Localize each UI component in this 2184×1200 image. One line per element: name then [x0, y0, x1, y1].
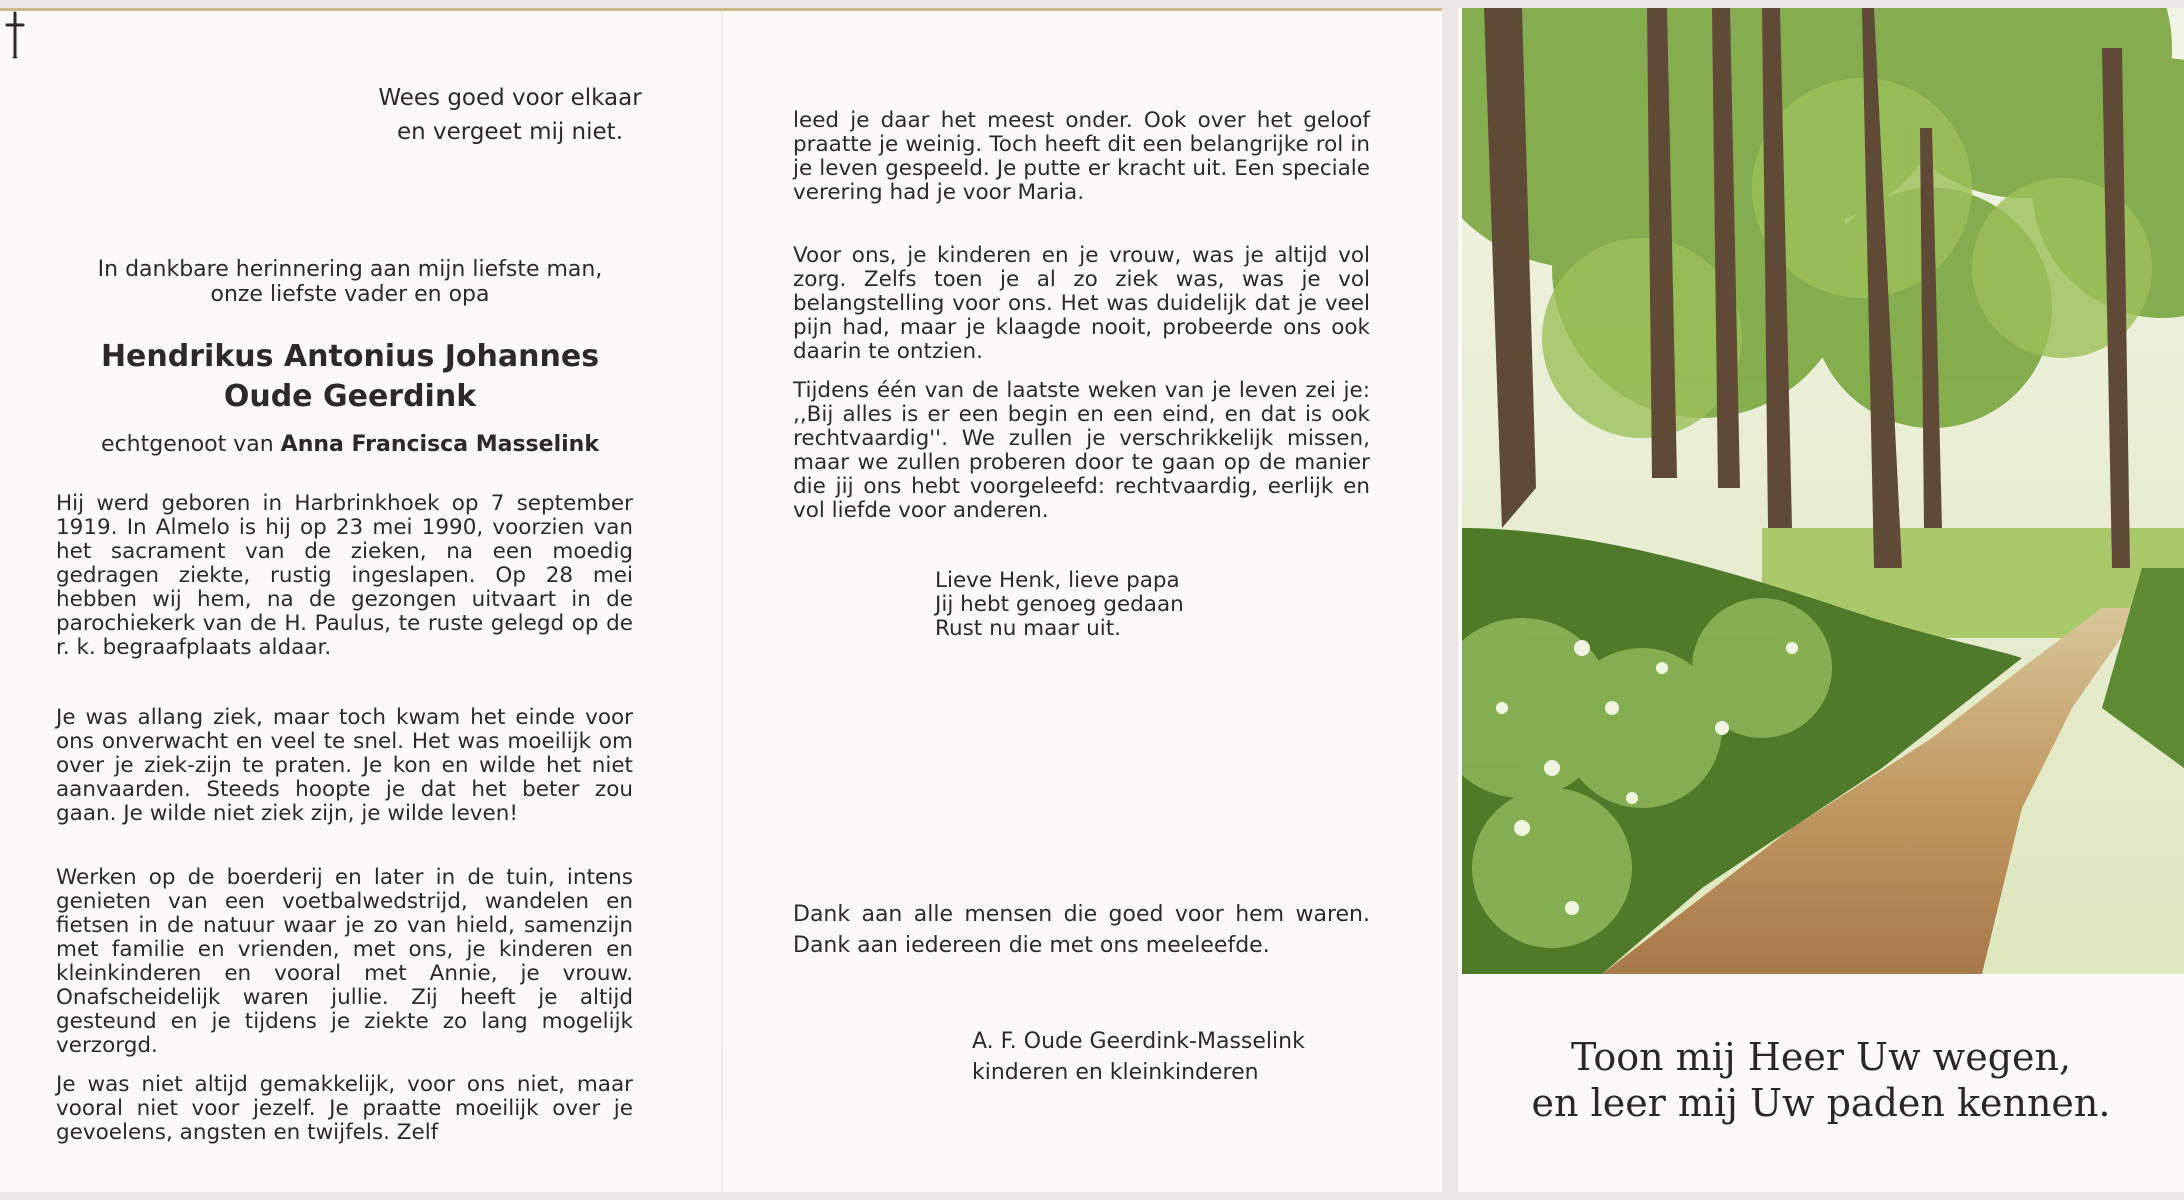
paragraph-character: Je was niet altijd gemakkelijk, voor ons niet, maar vooral niet voor jezelf. Je praatte moeilijk over je gevoelens, angsten en twijfels. Zelf — [56, 1072, 633, 1145]
deceased-name — [60, 337, 640, 417]
dedication-line: In dankbare herinnering aan mijn liefste man, — [97, 257, 603, 282]
signature — [972, 1026, 1372, 1088]
poem-line: Rust nu maar uit. — [935, 616, 1121, 641]
paragraph-last-words: Tijdens één van de laatste weken van je leven zei je: ,,Bij alles is er een begin en een eind, en dat is ook rechtvaardig''. We zullen je verschrikkelijk missen, maar we zullen proberen door te gaan op de manier die jij ons hebt voorgeleefd: rechtvaardig, eerlijk en vol liefde voor anderen. — [793, 378, 1370, 523]
memorial-card-inner-spread — [0, 8, 1442, 1192]
bible-verse — [1458, 1034, 2184, 1126]
motto-line: Wees goed voor elkaar — [378, 85, 642, 111]
farewell-poem — [935, 569, 1335, 641]
paragraph-birth-death: Hij werd geboren in Harbrinkhoek op 7 september 1919. In Almelo is hij op 23 mei 1990, voorzien van het sacrament van de zieken, na een moedig gedragen ziekte, rustig ingeslapen. Op 28 mei hebben wij hem, na de gezongen uitvaart in de parochiekerk van de H. Paulus, te ruste gelegd op de r. k. begraafplaats aldaar. — [56, 491, 633, 660]
paragraph-life: Werken op de boerderij en later in de tuin, intens genieten van een voetbalwedstrijd, wandelen en fietsen in de natuur waar je zo van hield, samenzijn met familie en vrienden, met ons, je kinderen en kleinkinderen en vooral met Annie, je vrouw. Onafscheidelijk waren jullie. Zij heeft je altijd gesteund en je tijdens je ziekte zo lang mogelijk verzorgd. — [56, 865, 633, 1058]
paragraph-illness: Je was allang ziek, maar toch kwam het einde voor ons onverwacht en veel te snel. Het was moeilijk om over je ziek-zijn te praten. Je kon en wilde het niet aanvaarden. Steeds hoopte je dat het beter zou gaan. Je wilde niet ziek zijn, je wilde leven! — [56, 705, 633, 826]
cross-icon — [0, 11, 30, 59]
dedication — [60, 257, 640, 307]
motto-line: en vergeet mij niet. — [396, 119, 624, 145]
dedication-line: onze liefste vader en opa — [210, 282, 490, 307]
spouse-line — [60, 433, 640, 457]
signature-line: A. F. Oude Geerdink-Masselink — [972, 1029, 1305, 1054]
spouse-prefix: echtgenoot van — [101, 432, 281, 457]
memorial-card-front — [1458, 8, 2184, 1192]
spouse-name: Anna Francisca Masselink — [280, 432, 599, 457]
poem-line: Lieve Henk, lieve papa — [935, 568, 1180, 593]
name-line: Hendrikus Antonius Johannes — [100, 339, 600, 374]
verse-line: Toon mij Heer Uw wegen, — [1570, 1035, 2072, 1079]
motto — [330, 81, 690, 149]
thanks-paragraph: Dank aan alle mensen die goed voor hem waren. Dank aan iedereen die met ons meeleefde. — [793, 902, 1370, 958]
verse-line: en leer mij Uw paden kennen. — [1531, 1081, 2111, 1125]
paragraph-faith: leed je daar het meest onder. Ook over het geloof praatte je weinig. Toch heeft dit een belangrijke rol in je leven gespeeld. Je putte er kracht uit. Een speciale verering had je voor Maria. — [793, 108, 1370, 205]
landscape-photo — [1462, 8, 2184, 974]
name-line: Oude Geerdink — [223, 379, 477, 414]
card-fold-line — [721, 11, 723, 1192]
signature-line: kinderen en kleinkinderen — [972, 1060, 1259, 1085]
paragraph-care: Voor ons, je kinderen en je vrouw, was je altijd vol zorg. Zelfs toen je al zo ziek was, was je vol belangstelling voor ons. Het was duidelijk dat je veel pijn had, maar je klaagde nooit, probeerde ons ook daarin te ontzien. — [793, 243, 1370, 364]
poem-line: Jij hebt genoeg gedaan — [935, 592, 1184, 617]
